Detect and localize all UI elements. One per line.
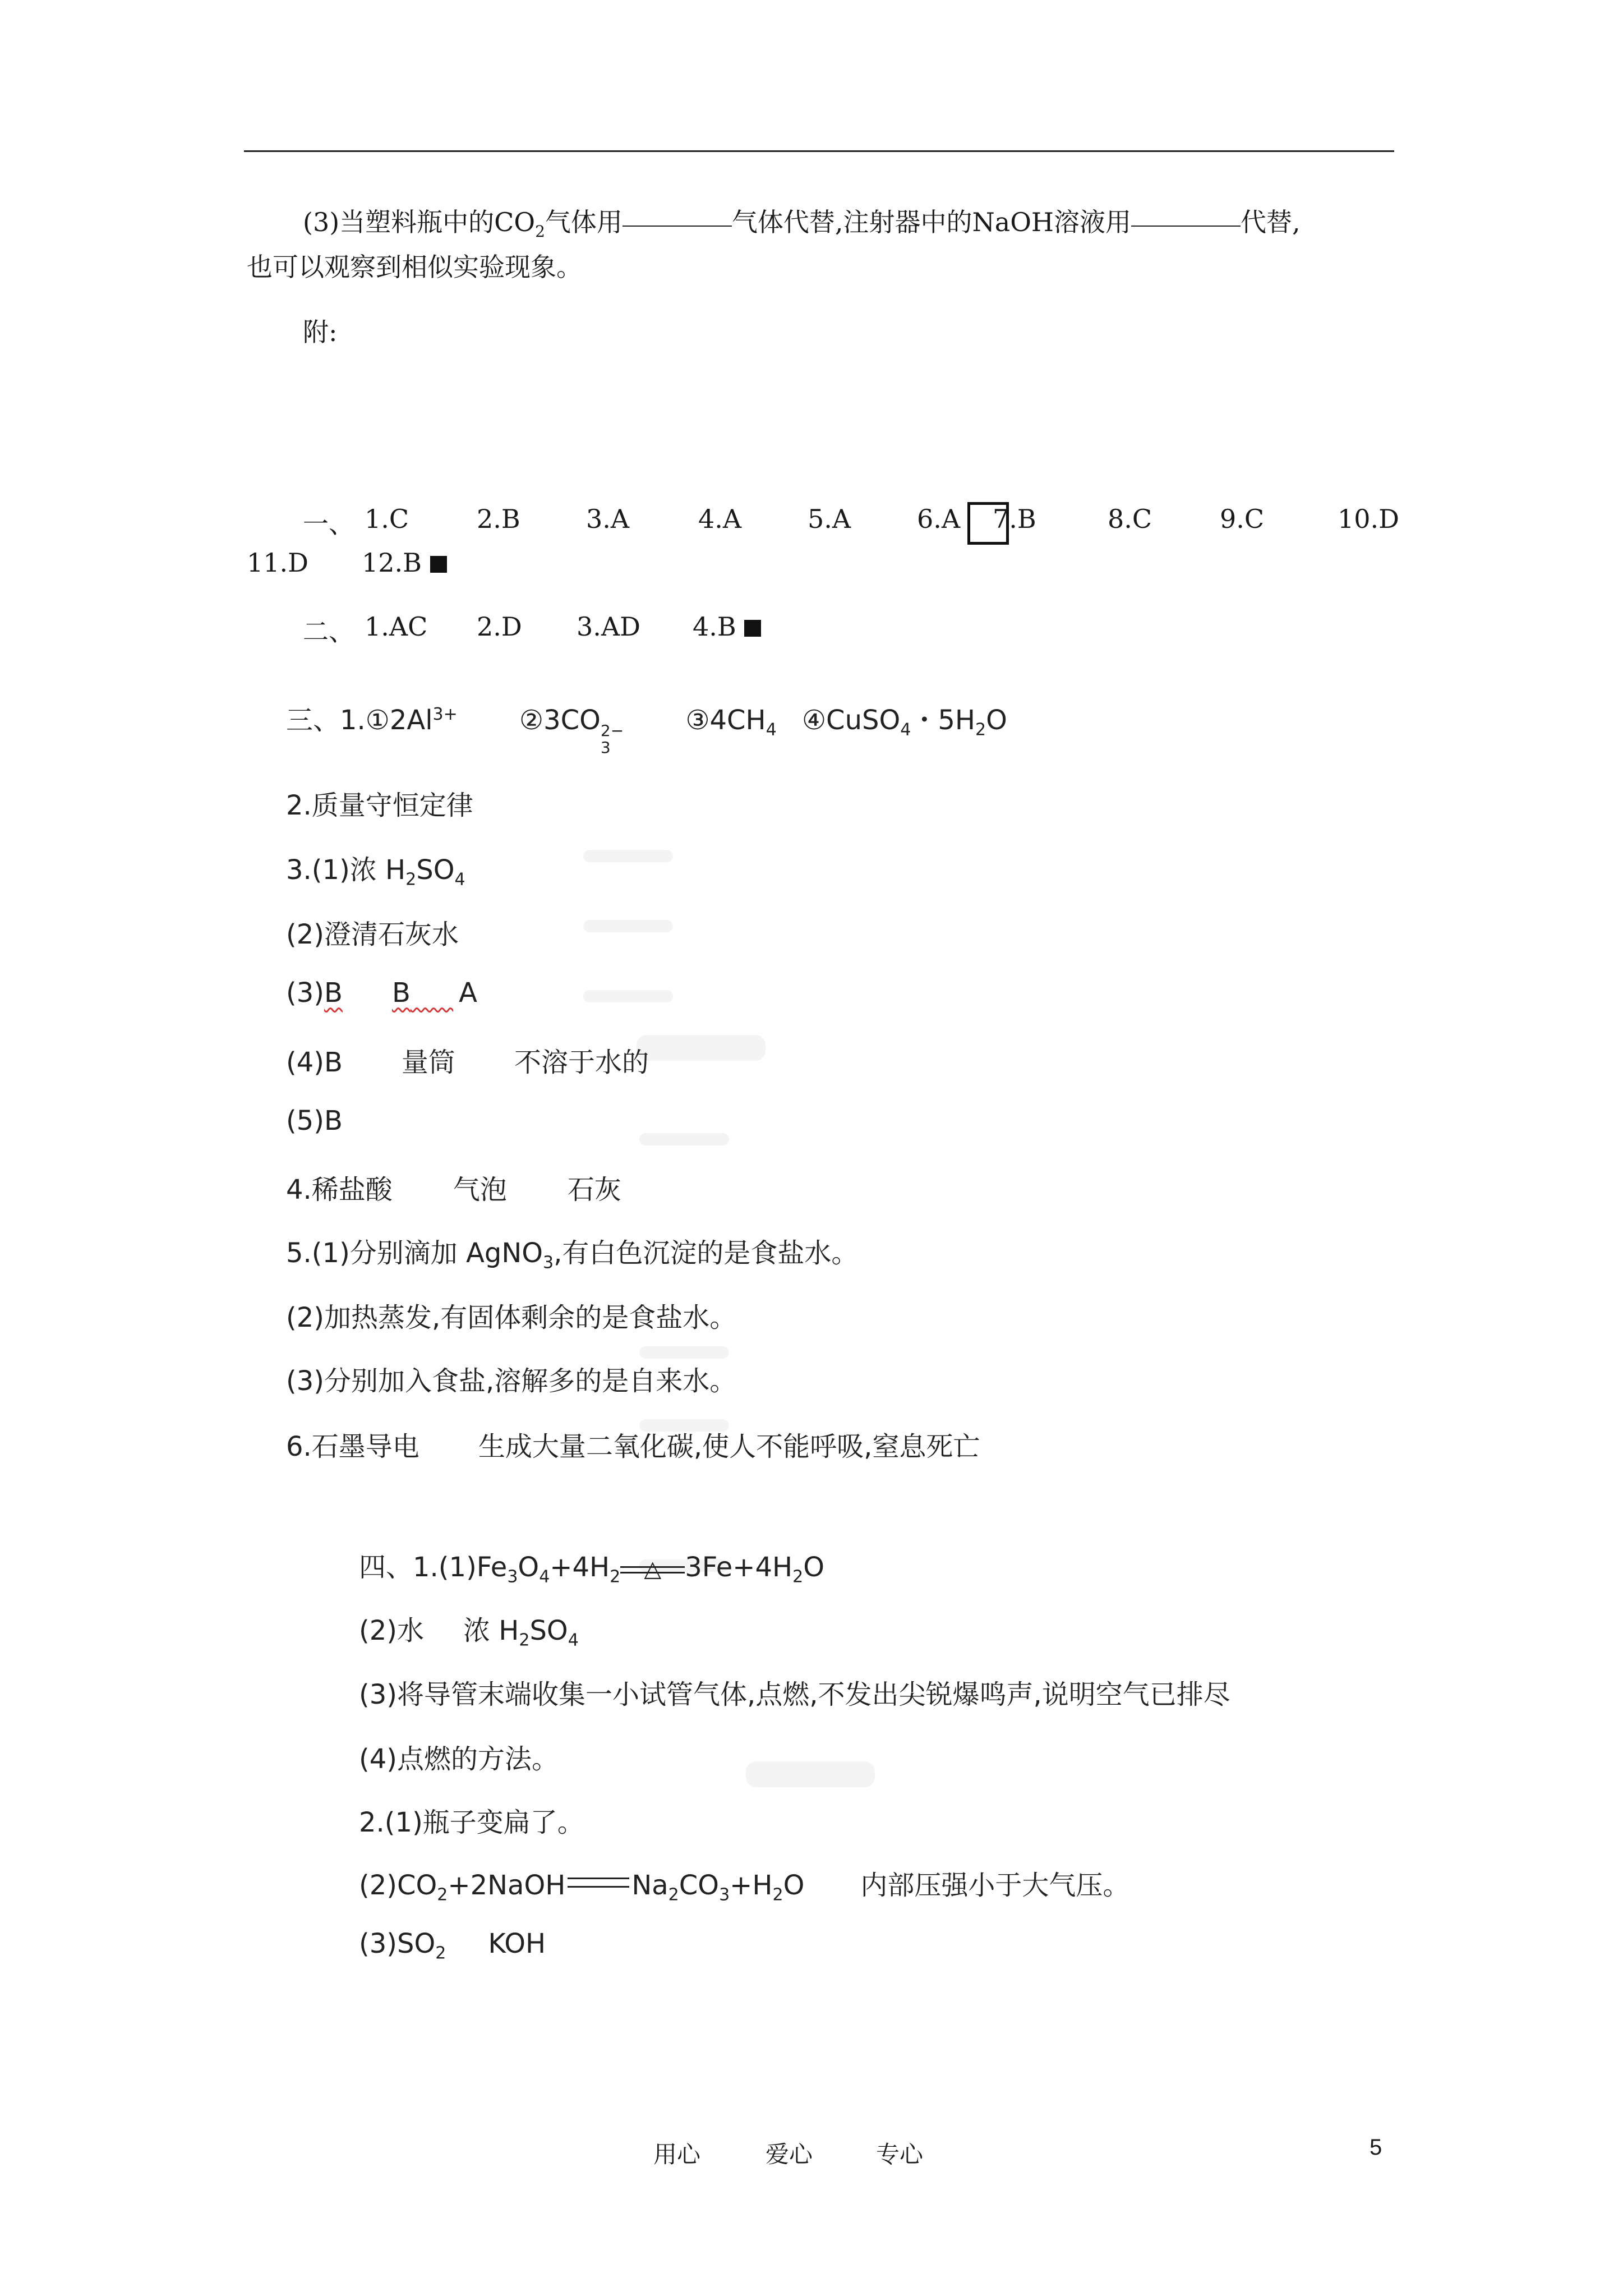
watermark-mark [639, 1346, 729, 1359]
superscript: 2− [600, 721, 624, 740]
s3-q3-2: (2)澄清石灰水 [286, 919, 459, 950]
answer-1-2: 2.B [477, 504, 520, 534]
subscript: 3 [719, 1885, 730, 1905]
footer-item-3: 专心 [876, 2141, 924, 2168]
page-number: 5 [1370, 2135, 1382, 2160]
subscript: 3 [543, 1253, 554, 1273]
text-segment: 3Fe+4H [685, 1552, 793, 1583]
s3-q3-1 [286, 848, 465, 890]
text-segment: (4)B [286, 1047, 343, 1078]
subscript: 4 [900, 720, 911, 740]
text-segment: 气体代替,注射器中的NaOH溶液用 [731, 207, 1132, 237]
text-segment: (2)CO [359, 1870, 437, 1901]
answer-1-4: 4.A [698, 504, 742, 534]
watermark-logo [746, 1761, 875, 1787]
answer-1-9: 9.C [1220, 504, 1265, 534]
text-segment: A [459, 977, 478, 1009]
s4-q2-2 [359, 1864, 1129, 1905]
section-1-label: 一、 [303, 509, 354, 539]
question-3-line-1 [303, 202, 1301, 241]
s3-q5-1 [286, 1231, 858, 1273]
text-segment: +2NaOH [448, 1870, 566, 1901]
s4-q2-1: 2.(1)瓶子变扁了。 [359, 1807, 584, 1838]
answer-1-1: 1.C [365, 504, 409, 534]
subscript: 3 [600, 738, 611, 757]
text-segment: (2)水 [359, 1615, 424, 1646]
text-segment: 生成大量二氧化碳,使人不能呼吸,窒息死亡 [478, 1431, 980, 1462]
text-segment: 气泡 [453, 1174, 507, 1205]
watermark-mark [583, 920, 673, 932]
answer-text: 4.B [693, 611, 736, 642]
s3-q1 [286, 698, 1007, 756]
watermark-mark [639, 1133, 729, 1145]
black-square-mark [430, 556, 447, 573]
text-segment: 石灰 [567, 1174, 621, 1205]
watermark-logo [637, 1035, 766, 1061]
text-segment: 代替, [1241, 207, 1301, 237]
subscript: 2 [610, 1567, 621, 1587]
text-segment: (3) [286, 977, 324, 1009]
s4-q1-1 [359, 1545, 824, 1587]
text-segment: (3)当塑料瓶中的CO [303, 207, 536, 237]
subscript: 2 [668, 1885, 679, 1905]
text-segment: 不溶于水的 [514, 1047, 649, 1078]
answer-1-8: 8.C [1108, 504, 1152, 534]
text-segment: 内部压强小于大气压。 [860, 1870, 1130, 1901]
text-segment: +4H [550, 1552, 610, 1583]
subscript: 4 [568, 1630, 579, 1650]
s3-q5-2: (2)加热蒸发,有固体剩余的是食盐水。 [286, 1302, 737, 1333]
text-segment: O [986, 705, 1007, 736]
subscript: 2 [405, 869, 417, 890]
s3-q2: 2.质量守恒定律 [286, 790, 473, 821]
s3-q4 [286, 1168, 621, 1207]
s3-q3-4 [286, 1041, 649, 1079]
subscript: 2 [772, 1885, 783, 1905]
answer-1-7: 7.B [993, 504, 1036, 534]
subscript: 4 [454, 869, 465, 890]
header-rule [244, 150, 1394, 152]
answer-2-4 [693, 611, 761, 642]
s3-q5-3: (3)分别加入食盐,溶解多的是自来水。 [286, 1365, 737, 1397]
text-segment: 气体用 [545, 207, 623, 237]
answer-2-2: 2.D [477, 611, 522, 642]
text-segment: 6.石墨导电 [286, 1431, 419, 1462]
text-segment: ・5H [911, 705, 975, 736]
s3-q3-3 [286, 977, 477, 1009]
text-segment: 3.(1)浓 H [286, 854, 406, 886]
text-segment: O [518, 1552, 540, 1583]
text-segment: SO [416, 854, 455, 886]
s4-q1-4: (4)点燃的方法。 [359, 1743, 559, 1775]
text-segment: (3)SO [359, 1928, 436, 1959]
text-segment: B [324, 977, 343, 1009]
text-segment: O [783, 1870, 805, 1901]
text-segment: 量筒 [401, 1047, 455, 1078]
answer-1-6: 6.A [917, 504, 961, 534]
answer-1-12 [362, 547, 447, 578]
text-segment: ,有白色沉淀的是食盐水。 [554, 1237, 859, 1269]
section-2-label: 二、 [303, 616, 354, 647]
subscript: 2 [435, 1943, 446, 1963]
text-segment: Na [631, 1870, 668, 1901]
text-segment: 三、1.①2Al [286, 705, 433, 736]
black-square-mark [744, 620, 761, 637]
text-segment: +H [730, 1870, 773, 1901]
subscript: 2 [519, 1630, 530, 1650]
text-segment: ②3CO [519, 705, 601, 736]
s3-q6 [286, 1425, 980, 1464]
text-segment: 四、1.(1)Fe [359, 1552, 508, 1583]
subscript: 4 [539, 1567, 550, 1587]
text-segment: ③4CH [685, 705, 766, 736]
subscript: 2 [792, 1567, 804, 1587]
answer-1-5: 5.A [808, 504, 851, 534]
footer-item-1: 用心 [653, 2141, 701, 2168]
subscript: 2 [535, 222, 545, 241]
ion-charge [601, 723, 624, 756]
text-segment: 浓 H [463, 1615, 519, 1646]
text-segment: CO [679, 1870, 720, 1901]
reaction-arrow [620, 1552, 685, 1583]
text-segment: B [391, 977, 411, 1009]
s4-q1-2 [359, 1609, 579, 1650]
heat-symbol: △ [644, 1556, 662, 1582]
subscript: 2 [975, 720, 986, 740]
text-segment: 4.稀盐酸 [286, 1174, 393, 1205]
answer-blank [1131, 225, 1241, 227]
equals-sign [568, 1878, 629, 1888]
superscript: 3+ [432, 705, 458, 724]
text-segment: ④CuSO [802, 705, 901, 736]
answer-2-3: 3.AD [577, 611, 640, 642]
answer-1-3: 3.A [586, 504, 630, 534]
text-segment: SO [529, 1615, 568, 1646]
answer-1-11: 11.D [247, 547, 309, 578]
s3-q3-5: (5)B [286, 1105, 343, 1137]
marked-span [324, 977, 453, 1009]
subscript: 4 [766, 720, 777, 740]
watermark-mark [583, 850, 673, 862]
appendix-label: 附: [303, 317, 338, 347]
s4-q2-3 [359, 1928, 546, 1963]
s4-q1-3: (3)将导管末端收集一小试管气体,点燃,不发出尖锐爆鸣声,说明空气已排尽 [359, 1679, 1230, 1710]
text-segment: 5.(1)分别滴加 AgNO [286, 1237, 543, 1269]
subscript: 3 [507, 1567, 518, 1587]
answer-2-1: 1.AC [365, 611, 428, 642]
watermark-mark [583, 990, 673, 1002]
answer-1-10: 10.D [1338, 504, 1400, 534]
footer-item-2: 爱心 [766, 2141, 813, 2168]
text-segment: O [803, 1552, 825, 1583]
answer-blank [623, 225, 732, 227]
subscript: 2 [437, 1885, 448, 1905]
answer-text: 12.B [362, 547, 422, 578]
question-3-line-2: 也可以观察到相似实验现象。 [247, 252, 582, 282]
text-segment: KOH [488, 1928, 546, 1959]
